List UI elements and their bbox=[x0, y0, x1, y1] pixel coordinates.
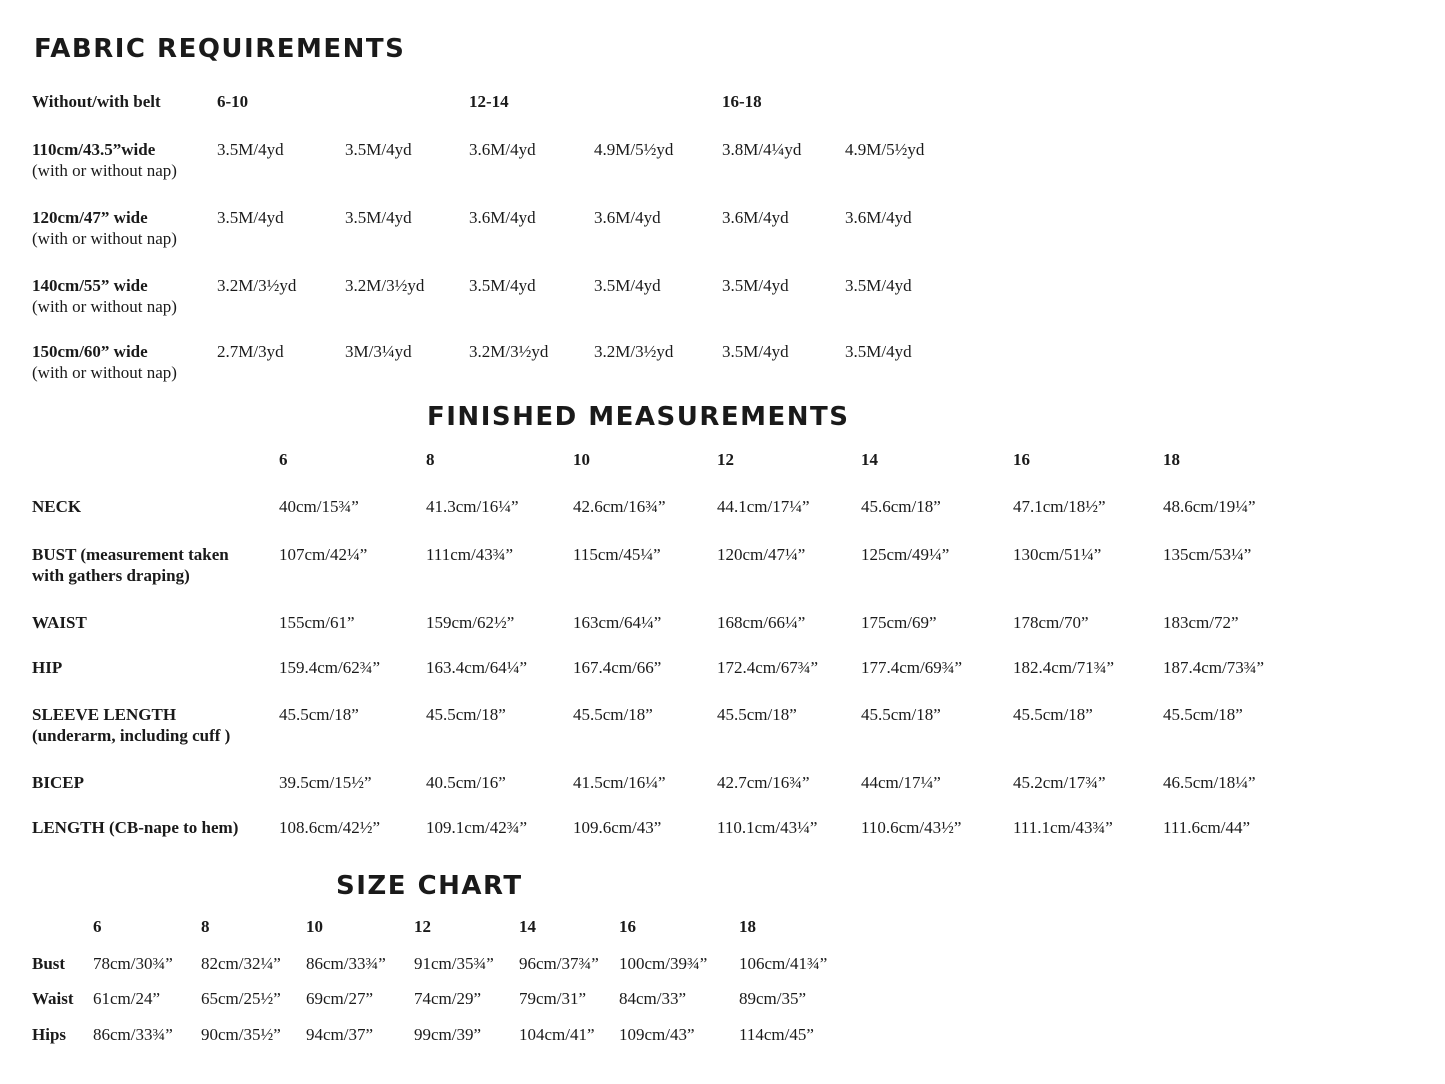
measurement-value: 125cm/49¼” bbox=[861, 545, 950, 564]
measurement-value: 42.7cm/16¾” bbox=[717, 773, 810, 792]
measurement-value: 159cm/62½” bbox=[426, 613, 515, 632]
finished-measurements-heading: FINISHED MEASUREMENTS bbox=[427, 402, 850, 432]
fabric-width-label: 140cm/55” wide bbox=[32, 276, 148, 295]
fabric-width-label: 110cm/43.5”wide bbox=[32, 140, 156, 159]
measurement-value: 111cm/43¾” bbox=[426, 545, 514, 564]
fabric-width-note: (with or without nap) bbox=[32, 161, 177, 180]
measurement-value: 159.4cm/62¾” bbox=[279, 658, 381, 677]
measurement-value: 45.5cm/18” bbox=[1163, 705, 1243, 724]
fabric-value: 3.5M/4yd bbox=[469, 276, 536, 295]
fabric-value: 3.5M/4yd bbox=[217, 140, 284, 159]
fabric-size-group: 6-10 bbox=[217, 92, 249, 111]
measurement-value: 108.6cm/42½” bbox=[279, 818, 381, 837]
sizechart-row-label: Waist bbox=[32, 989, 74, 1008]
measurement-value: 111.1cm/43¾” bbox=[1013, 818, 1113, 837]
fabric-value: 3M/3¼yd bbox=[345, 342, 412, 361]
sizechart-value: 61cm/24” bbox=[93, 989, 161, 1008]
fabric-value: 3.6M/4yd bbox=[845, 208, 912, 227]
measurement-value: 135cm/53¼” bbox=[1163, 545, 1252, 564]
fabric-value: 4.9M/5½yd bbox=[594, 140, 674, 159]
sizechart-row-label: Hips bbox=[32, 1025, 67, 1044]
fabric-value: 3.6M/4yd bbox=[469, 140, 536, 159]
sizechart-value: 86cm/33¾” bbox=[306, 954, 386, 973]
measurement-value: 45.5cm/18” bbox=[279, 705, 359, 724]
sizechart-size-header: 18 bbox=[739, 917, 756, 936]
measurement-label: SLEEVE LENGTH bbox=[32, 705, 177, 724]
measurement-value: 107cm/42¼” bbox=[279, 545, 368, 564]
fabric-requirements-heading: FABRIC REQUIREMENTS bbox=[34, 34, 406, 64]
fabric-value: 3.5M/4yd bbox=[345, 208, 412, 227]
measurement-value: 177.4cm/69¾” bbox=[861, 658, 963, 677]
finished-size-header: 14 bbox=[861, 450, 878, 469]
measurement-value: 183cm/72” bbox=[1163, 613, 1239, 632]
sizechart-value: 65cm/25½” bbox=[201, 989, 281, 1008]
measurement-value: 46.5cm/18¼” bbox=[1163, 773, 1256, 792]
sizechart-value: 82cm/32¼” bbox=[201, 954, 281, 973]
measurement-value: 41.5cm/16¼” bbox=[573, 773, 666, 792]
fabric-value: 3.5M/4yd bbox=[845, 342, 912, 361]
measurement-value: 172.4cm/67¾” bbox=[717, 658, 819, 677]
fabric-value: 3.2M/3½yd bbox=[217, 276, 297, 295]
fabric-value: 4.9M/5½yd bbox=[845, 140, 925, 159]
measurement-label: HIP bbox=[32, 658, 63, 677]
fabric-width-note: (with or without nap) bbox=[32, 363, 177, 382]
measurement-value: 45.5cm/18” bbox=[573, 705, 653, 724]
size-chart-heading: SIZE CHART bbox=[336, 871, 523, 901]
sizechart-value: 106cm/41¾” bbox=[739, 954, 828, 973]
measurement-value: 130cm/51¼” bbox=[1013, 545, 1102, 564]
measurement-value: 45.5cm/18” bbox=[426, 705, 506, 724]
sizechart-value: 78cm/30¾” bbox=[93, 954, 173, 973]
sizechart-value: 109cm/43” bbox=[619, 1025, 695, 1044]
sizechart-value: 99cm/39” bbox=[414, 1025, 482, 1044]
measurement-value: 163.4cm/64¼” bbox=[426, 658, 528, 677]
measurement-value: 47.1cm/18½” bbox=[1013, 497, 1106, 516]
sizechart-value: 114cm/45” bbox=[739, 1025, 814, 1044]
measurement-value: 178cm/70” bbox=[1013, 613, 1089, 632]
measurement-value: 109.1cm/42¾” bbox=[426, 818, 528, 837]
fabric-value: 3.2M/3½yd bbox=[594, 342, 674, 361]
fabric-width-note: (with or without nap) bbox=[32, 297, 177, 316]
measurement-value: 115cm/45¼” bbox=[573, 545, 661, 564]
measurement-value: 168cm/66¼” bbox=[717, 613, 806, 632]
sizechart-value: 96cm/37¾” bbox=[519, 954, 599, 973]
fabric-size-group: 12-14 bbox=[469, 92, 509, 111]
sizechart-size-header: 10 bbox=[306, 917, 323, 936]
finished-size-header: 6 bbox=[279, 450, 288, 469]
fabric-value: 3.6M/4yd bbox=[469, 208, 536, 227]
measurement-value: 45.5cm/18” bbox=[861, 705, 941, 724]
finished-size-header: 12 bbox=[717, 450, 734, 469]
fabric-value: 3.2M/3½yd bbox=[345, 276, 425, 295]
fabric-value: 3.2M/3½yd bbox=[469, 342, 549, 361]
sizechart-size-header: 12 bbox=[414, 917, 431, 936]
fabric-width-label: 150cm/60” wide bbox=[32, 342, 148, 361]
finished-size-header: 8 bbox=[426, 450, 435, 469]
sizechart-size-header: 16 bbox=[619, 917, 636, 936]
finished-size-header: 18 bbox=[1163, 450, 1180, 469]
fabric-value: 3.5M/4yd bbox=[845, 276, 912, 295]
measurement-value: 40cm/15¾” bbox=[279, 497, 359, 516]
measurement-label: LENGTH (CB-nape to hem) bbox=[32, 818, 239, 837]
sizechart-value: 94cm/37” bbox=[306, 1025, 374, 1044]
measurement-label: WAIST bbox=[32, 613, 87, 632]
sizechart-value: 100cm/39¾” bbox=[619, 954, 708, 973]
finished-size-header: 16 bbox=[1013, 450, 1030, 469]
sizechart-row-label: Bust bbox=[32, 954, 66, 973]
sizechart-value: 74cm/29” bbox=[414, 989, 482, 1008]
measurement-label-note: (underarm, including cuff ) bbox=[32, 726, 231, 745]
measurement-value: 167.4cm/66” bbox=[573, 658, 662, 677]
measurement-label: NECK bbox=[32, 497, 82, 516]
measurement-value: 155cm/61” bbox=[279, 613, 355, 632]
fabric-size-group: 16-18 bbox=[722, 92, 762, 111]
measurement-value: 44.1cm/17¼” bbox=[717, 497, 810, 516]
measurement-value: 45.5cm/18” bbox=[1013, 705, 1093, 724]
fabric-width-note: (with or without nap) bbox=[32, 229, 177, 248]
measurement-value: 110.6cm/43½” bbox=[861, 818, 962, 837]
finished-size-header: 10 bbox=[573, 450, 590, 469]
sizechart-value: 90cm/35½” bbox=[201, 1025, 281, 1044]
measurement-value: 109.6cm/43” bbox=[573, 818, 662, 837]
fabric-width-label: 120cm/47” wide bbox=[32, 208, 148, 227]
fabric-value: 3.5M/4yd bbox=[217, 208, 284, 227]
sizechart-size-header: 8 bbox=[201, 917, 210, 936]
sizechart-size-header: 14 bbox=[519, 917, 536, 936]
sizechart-value: 86cm/33¾” bbox=[93, 1025, 173, 1044]
fabric-value: 3.5M/4yd bbox=[594, 276, 661, 295]
measurement-value: 44cm/17¼” bbox=[861, 773, 941, 792]
measurement-value: 45.2cm/17¾” bbox=[1013, 773, 1106, 792]
measurement-value: 41.3cm/16¼” bbox=[426, 497, 519, 516]
measurement-value: 45.6cm/18” bbox=[861, 497, 941, 516]
measurement-value: 42.6cm/16¾” bbox=[573, 497, 666, 516]
measurement-value: 45.5cm/18” bbox=[717, 705, 797, 724]
fabric-header-label: Without/with belt bbox=[32, 92, 161, 111]
measurement-value: 39.5cm/15½” bbox=[279, 773, 372, 792]
fabric-value: 3.5M/4yd bbox=[722, 276, 789, 295]
sizechart-value: 91cm/35¾” bbox=[414, 954, 494, 973]
measurement-value: 182.4cm/71¾” bbox=[1013, 658, 1115, 677]
fabric-value: 2.7M/3yd bbox=[217, 342, 284, 361]
sizechart-value: 79cm/31” bbox=[519, 989, 587, 1008]
sizechart-size-header: 6 bbox=[93, 917, 102, 936]
measurement-value: 111.6cm/44” bbox=[1163, 818, 1251, 837]
fabric-value: 3.5M/4yd bbox=[345, 140, 412, 159]
measurement-value: 187.4cm/73¾” bbox=[1163, 658, 1265, 677]
measurement-value: 163cm/64¼” bbox=[573, 613, 662, 632]
measurement-label: BUST (measurement taken bbox=[32, 545, 229, 564]
measurement-value: 48.6cm/19¼” bbox=[1163, 497, 1256, 516]
fabric-value: 3.8M/4¼yd bbox=[722, 140, 802, 159]
fabric-value: 3.5M/4yd bbox=[722, 342, 789, 361]
fabric-value: 3.6M/4yd bbox=[594, 208, 661, 227]
sizechart-value: 89cm/35” bbox=[739, 989, 807, 1008]
sizechart-value: 69cm/27” bbox=[306, 989, 374, 1008]
sizechart-value: 104cm/41” bbox=[519, 1025, 595, 1044]
measurement-value: 40.5cm/16” bbox=[426, 773, 506, 792]
sizechart-value: 84cm/33” bbox=[619, 989, 687, 1008]
measurement-label-note: with gathers draping) bbox=[32, 566, 190, 585]
fabric-value: 3.6M/4yd bbox=[722, 208, 789, 227]
measurement-value: 110.1cm/43¼” bbox=[717, 818, 818, 837]
measurement-value: 175cm/69” bbox=[861, 613, 937, 632]
measurement-value: 120cm/47¼” bbox=[717, 545, 806, 564]
measurement-label: BICEP bbox=[32, 773, 84, 792]
